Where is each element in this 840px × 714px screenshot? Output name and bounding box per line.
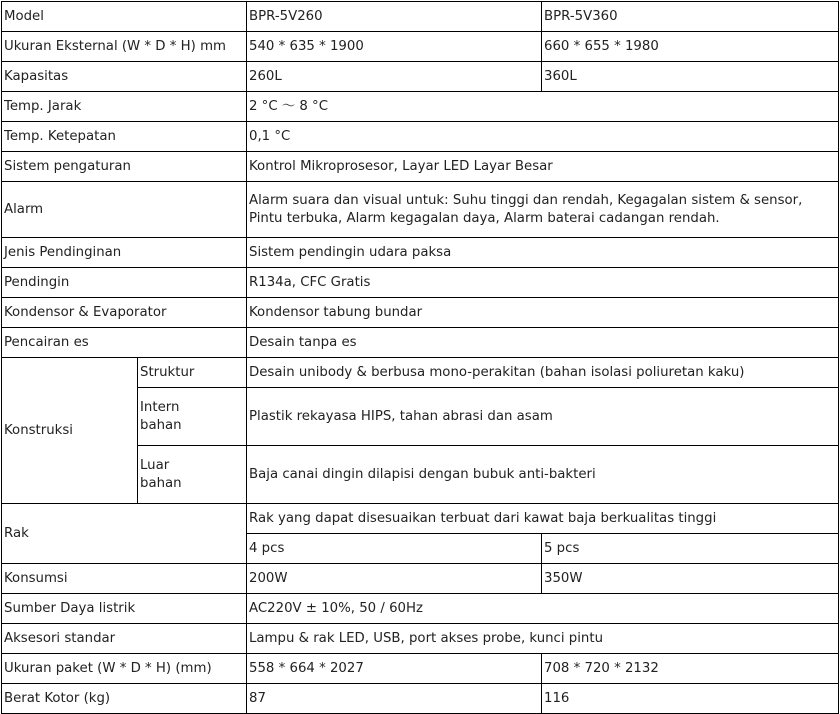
alarm-line-1: Alarm suara dan visual untuk: Suhu tinggi dan rendah, Kegagalan sistem & sensor,: [249, 192, 803, 208]
table-row-defrost: [2, 328, 839, 358]
temp-accuracy-label: Temp. Ketepatan: [2, 122, 247, 152]
defrost-value: Desain tanpa es: [247, 328, 839, 358]
table-row-refrigerant: [2, 268, 839, 298]
external-size-value-1: 540 * 635 * 1900: [247, 32, 542, 62]
defrost-label: Pencairan es: [2, 328, 247, 358]
alarm-line-2: Pintu terbuka, Alarm kegagalan daya, Alarm baterai cadangan rendah.: [249, 210, 720, 226]
table-row-temp-range: [2, 92, 839, 122]
model-label: Model: [2, 2, 247, 32]
table-row-external-size: [2, 32, 839, 62]
inner-label-line-1: Intern: [140, 399, 180, 415]
table-row-power: [2, 594, 839, 624]
shelf-desc: Rak yang dapat disesuaikan terbuat dari kawat baja berkualitas tinggi: [247, 504, 839, 534]
table-row-model: [2, 2, 839, 32]
temp-range-label: Temp. Jarak: [2, 92, 247, 122]
temp-range-value: 2 °C ～ 8 °C: [247, 92, 839, 122]
model-value-1: BPR-5V260: [247, 2, 542, 32]
package-size-value-2: 708 * 720 * 2132: [542, 654, 839, 684]
table-row-cooling: [2, 238, 839, 268]
package-size-label: Ukuran paket (W * D * H) (mm): [2, 654, 247, 684]
capacity-value-2: 360L: [542, 62, 839, 92]
structure-value: Desain unibody & berbusa mono-perakitan (bahan isolasi poliuretan kaku): [247, 358, 839, 388]
consumption-value-2: 350W: [542, 564, 839, 594]
alarm-value: [247, 182, 839, 238]
model-value-2: BPR-5V360: [542, 2, 839, 32]
table-row-condenser: [2, 298, 839, 328]
inner-material-label: [138, 388, 247, 446]
cooling-value: Sistem pendingin udara paksa: [247, 238, 839, 268]
control-label: Sistem pengaturan: [2, 152, 247, 182]
shelf-count-2: 5 pcs: [542, 534, 839, 564]
inner-label-line-2: bahan: [140, 417, 182, 433]
power-label: Sumber Daya listrik: [2, 594, 247, 624]
table-row-control: [2, 152, 839, 182]
outer-label-line-1: Luar: [140, 457, 170, 473]
inner-material-value: Plastik rekayasa HIPS, tahan abrasi dan asam: [247, 388, 839, 446]
control-value: Kontrol Mikroprosesor, Layar LED Layar Besar: [247, 152, 839, 182]
outer-label-line-2: bahan: [140, 475, 182, 491]
table-row-consumption: [2, 564, 839, 594]
shelf-count-1: 4 pcs: [247, 534, 542, 564]
condenser-label: Kondensor & Evaporator: [2, 298, 247, 328]
capacity-label: Kapasitas: [2, 62, 247, 92]
table-row-shelf-desc: [2, 504, 839, 534]
package-size-value-1: 558 * 664 * 2027: [247, 654, 542, 684]
condenser-value: Kondensor tabung bundar: [247, 298, 839, 328]
table-row-package-size: [2, 654, 839, 684]
gross-weight-label: Berat Kotor (kg): [2, 684, 247, 714]
shelf-label: Rak: [2, 504, 247, 564]
spec-table: [1, 1, 839, 714]
table-row-capacity: [2, 62, 839, 92]
consumption-label: Konsumsi: [2, 564, 247, 594]
consumption-value-1: 200W: [247, 564, 542, 594]
external-size-value-2: 660 * 655 * 1980: [542, 32, 839, 62]
accessories-value: Lampu & rak LED, USB, port akses probe, kunci pintu: [247, 624, 839, 654]
table-row-temp-accuracy: [2, 122, 839, 152]
table-row-gross-weight: [2, 684, 839, 714]
accessories-label: Aksesori standar: [2, 624, 247, 654]
table-row-accessories: [2, 624, 839, 654]
refrigerant-label: Pendingin: [2, 268, 247, 298]
temp-accuracy-value: 0,1 °C: [247, 122, 839, 152]
external-size-label: Ukuran Eksternal (W * D * H) mm: [2, 32, 247, 62]
power-value: AC220V ± 10%, 50 / 60Hz: [247, 594, 839, 624]
capacity-value-1: 260L: [247, 62, 542, 92]
outer-material-label: [138, 446, 247, 504]
refrigerant-value: R134a, CFC Gratis: [247, 268, 839, 298]
gross-weight-value-1: 87: [247, 684, 542, 714]
structure-label: Struktur: [138, 358, 247, 388]
table-row-alarm: [2, 182, 839, 238]
construction-label: Konstruksi: [2, 358, 138, 504]
cooling-label: Jenis Pendinginan: [2, 238, 247, 268]
table-row-construction-structure: [2, 358, 839, 388]
alarm-label: Alarm: [2, 182, 247, 238]
outer-material-value: Baja canai dingin dilapisi dengan bubuk anti-bakteri: [247, 446, 839, 504]
gross-weight-value-2: 116: [542, 684, 839, 714]
